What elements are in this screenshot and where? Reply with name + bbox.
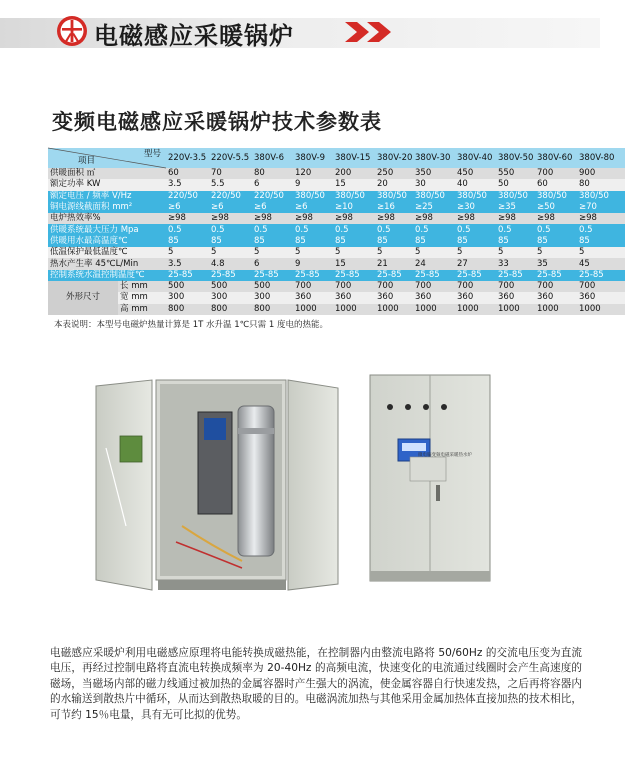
value-cell: 5: [209, 247, 252, 258]
value-cell: 220/50: [166, 191, 209, 202]
value-cell: 300: [166, 292, 209, 303]
cabinet-label-text: 微电脑变频电磁采暖热水炉: [418, 453, 472, 458]
value-cell: 85: [333, 236, 375, 247]
model-header-cell: 380V-60: [535, 148, 577, 168]
value-cell: 9: [293, 179, 333, 190]
table-row: [48, 247, 625, 258]
value-cell: 20: [375, 179, 413, 190]
closed-cabinet-photo: [368, 373, 492, 586]
value-cell: 1000: [496, 304, 535, 315]
value-cell: 700: [496, 281, 535, 292]
model-header-cell: 380V-20: [375, 148, 413, 168]
value-cell: 85: [166, 236, 209, 247]
value-cell: ≥6: [293, 202, 333, 213]
model-header-cell: 380V-50: [496, 148, 535, 168]
value-cell: 85: [496, 236, 535, 247]
value-cell: 700: [577, 281, 625, 292]
value-cell: 250: [375, 168, 413, 179]
value-cell: 27: [455, 258, 496, 269]
value-cell: 5: [455, 247, 496, 258]
value-cell: 25-85: [375, 270, 413, 281]
row-label-cell: 控制系统水温控制温度℃: [48, 270, 166, 281]
value-cell: 25-85: [496, 270, 535, 281]
value-cell: 80: [577, 179, 625, 190]
value-cell: ≥98: [496, 213, 535, 224]
value-cell: 0.5: [209, 224, 252, 235]
value-cell: 25-85: [535, 270, 577, 281]
value-cell: 360: [455, 292, 496, 303]
header-bar: [0, 18, 600, 48]
value-cell: 0.5: [252, 224, 293, 235]
value-cell: 35: [535, 258, 577, 269]
value-cell: 1000: [455, 304, 496, 315]
value-cell: 25-85: [252, 270, 293, 281]
table-row: [48, 191, 625, 202]
row-label-cell: 铜电源线截面积 mm²: [48, 202, 166, 213]
value-cell: 700: [455, 281, 496, 292]
model-header-cell: 380V-6: [252, 148, 293, 168]
value-cell: 6: [252, 258, 293, 269]
corner-item-label: 项目: [78, 156, 96, 166]
value-cell: 5: [413, 247, 455, 258]
value-cell: 900: [577, 168, 625, 179]
value-cell: ≥98: [293, 213, 333, 224]
value-cell: 200: [333, 168, 375, 179]
table-row: [48, 213, 625, 224]
value-cell: ≥98: [535, 213, 577, 224]
open-cabinet-photo: [92, 376, 342, 594]
value-cell: ≥6: [166, 202, 209, 213]
row-label-cell: 供暖用水最高温度℃: [48, 236, 166, 247]
value-cell: 1000: [375, 304, 413, 315]
value-cell: 6: [252, 179, 293, 190]
value-cell: 0.5: [413, 224, 455, 235]
model-header-cell: 380V-30: [413, 148, 455, 168]
value-cell: 25-85: [333, 270, 375, 281]
value-cell: 380/50: [293, 191, 333, 202]
value-cell: 70: [209, 168, 252, 179]
value-cell: 5: [375, 247, 413, 258]
value-cell: ≥6: [252, 202, 293, 213]
value-cell: 25-85: [455, 270, 496, 281]
value-cell: 380/50: [413, 191, 455, 202]
value-cell: 85: [252, 236, 293, 247]
value-cell: 1000: [333, 304, 375, 315]
value-cell: 5: [252, 247, 293, 258]
value-cell: ≥98: [252, 213, 293, 224]
value-cell: 15: [333, 179, 375, 190]
value-cell: 380/50: [535, 191, 577, 202]
table-row: [48, 236, 625, 247]
value-cell: 800: [252, 304, 293, 315]
value-cell: 25-85: [413, 270, 455, 281]
value-cell: 3.5: [166, 179, 209, 190]
model-header-cell: 220V-3.5: [166, 148, 209, 168]
value-cell: 700: [375, 281, 413, 292]
doc-title: 变频电磁感应采暖锅炉技术参数表: [52, 110, 382, 134]
model-header-cell: 380V-15: [333, 148, 375, 168]
dimension-label-cell: 长 mm: [118, 281, 166, 292]
value-cell: 360: [375, 292, 413, 303]
value-cell: 700: [413, 281, 455, 292]
value-cell: ≥16: [375, 202, 413, 213]
value-cell: 1000: [293, 304, 333, 315]
value-cell: 380/50: [375, 191, 413, 202]
value-cell: 0.5: [455, 224, 496, 235]
value-cell: 85: [413, 236, 455, 247]
table-row-dimension: [48, 304, 625, 315]
value-cell: 45: [577, 258, 625, 269]
value-cell: ≥25: [413, 202, 455, 213]
value-cell: ≥10: [333, 202, 375, 213]
value-cell: 360: [577, 292, 625, 303]
value-cell: 0.5: [375, 224, 413, 235]
value-cell: 25-85: [293, 270, 333, 281]
model-header-cell: 380V-9: [293, 148, 333, 168]
dimension-group-label: 外形尺寸: [48, 281, 118, 315]
value-cell: 380/50: [333, 191, 375, 202]
value-cell: 350: [413, 168, 455, 179]
value-cell: 1000: [577, 304, 625, 315]
value-cell: 120: [293, 168, 333, 179]
table-row: [48, 168, 625, 179]
value-cell: 220/50: [209, 191, 252, 202]
table-header-row: [48, 148, 625, 168]
header-title: 电磁感应采暖锅炉: [94, 22, 294, 50]
value-cell: ≥50: [535, 202, 577, 213]
value-cell: 800: [209, 304, 252, 315]
value-cell: 380/50: [577, 191, 625, 202]
row-label-cell: 额定电压 / 频率 V/Hz: [48, 191, 166, 202]
value-cell: 9: [293, 258, 333, 269]
value-cell: 500: [166, 281, 209, 292]
value-cell: 80: [252, 168, 293, 179]
spec-table: [48, 148, 625, 315]
page-header: [0, 0, 600, 66]
value-cell: 5.5: [209, 179, 252, 190]
value-cell: 1000: [413, 304, 455, 315]
model-header-cell: 220V-5.5: [209, 148, 252, 168]
value-cell: 4.8: [209, 258, 252, 269]
row-label-cell: 额定功率 KW: [48, 179, 166, 190]
value-cell: ≥98: [375, 213, 413, 224]
table-row: [48, 202, 625, 213]
value-cell: 21: [375, 258, 413, 269]
table-row: [48, 258, 625, 269]
row-label-cell: 热水产生率 45℃L/Min: [48, 258, 166, 269]
value-cell: 500: [209, 281, 252, 292]
value-cell: ≥98: [577, 213, 625, 224]
row-label-cell: 供暖系统最大压力 Mpa: [48, 224, 166, 235]
model-header-cell: 380V-40: [455, 148, 496, 168]
value-cell: 700: [293, 281, 333, 292]
row-label-cell: 供暖面积 ㎡: [48, 168, 166, 179]
table-corner-cell: [48, 148, 166, 168]
value-cell: 60: [166, 168, 209, 179]
table-row-dimension: [48, 281, 625, 292]
value-cell: 550: [496, 168, 535, 179]
value-cell: 25-85: [166, 270, 209, 281]
value-cell: 25-85: [577, 270, 625, 281]
value-cell: 85: [293, 236, 333, 247]
value-cell: 220/50: [252, 191, 293, 202]
value-cell: 85: [535, 236, 577, 247]
value-cell: 5: [166, 247, 209, 258]
table-row: [48, 270, 625, 281]
value-cell: ≥70: [577, 202, 625, 213]
value-cell: 360: [535, 292, 577, 303]
value-cell: 500: [252, 281, 293, 292]
value-cell: 25-85: [209, 270, 252, 281]
value-cell: 5: [577, 247, 625, 258]
value-cell: 85: [455, 236, 496, 247]
table-row: [48, 224, 625, 235]
value-cell: 5: [535, 247, 577, 258]
table-row: [48, 179, 625, 190]
value-cell: 0.5: [577, 224, 625, 235]
value-cell: 0.5: [293, 224, 333, 235]
dimension-label-cell: 高 mm: [118, 304, 166, 315]
value-cell: 5: [333, 247, 375, 258]
row-label-cell: 低温保护最低温度℃: [48, 247, 166, 258]
description-paragraph: 电磁感应采暖炉利用电磁感应原理将电能转换成磁热能，在控制器内由整流电路将 50/60Hz 的交流电压变为直流电压，再经过控制电路将直流电转换成频率为 20-40Hz 的高频电流，快速变化的电流通过线圈时会产生高速度的磁场，当磁场内部的磁力线通过被加热的金属容器时产生强大的涡流，使金属容器自行快速发热，之后再将容器内的水输送到散热片中循环，从而达到散热取暖的目的。电磁涡流加热与其他采用金属加热体直接加热的技术相比，可节约 15％电量，具有无可比拟的优势。: [50, 647, 582, 721]
value-cell: 700: [333, 281, 375, 292]
value-cell: ≥98: [166, 213, 209, 224]
dimension-label-cell: 宽 mm: [118, 292, 166, 303]
value-cell: 360: [413, 292, 455, 303]
value-cell: 40: [455, 179, 496, 190]
value-cell: 60: [535, 179, 577, 190]
value-cell: 380/50: [496, 191, 535, 202]
table-row-dimension: [48, 292, 625, 303]
value-cell: 85: [375, 236, 413, 247]
value-cell: 700: [535, 168, 577, 179]
value-cell: 450: [455, 168, 496, 179]
value-cell: 15: [333, 258, 375, 269]
value-cell: 3.5: [166, 258, 209, 269]
value-cell: 360: [496, 292, 535, 303]
double-chevron-icon: [343, 20, 395, 44]
value-cell: 360: [333, 292, 375, 303]
value-cell: 33: [496, 258, 535, 269]
value-cell: ≥98: [413, 213, 455, 224]
value-cell: ≥98: [209, 213, 252, 224]
row-label-cell: 电炉热效率%: [48, 213, 166, 224]
corner-model-label: 型号: [143, 149, 161, 159]
value-cell: 300: [252, 292, 293, 303]
value-cell: ≥6: [209, 202, 252, 213]
value-cell: 360: [293, 292, 333, 303]
value-cell: ≥35: [496, 202, 535, 213]
value-cell: 0.5: [166, 224, 209, 235]
value-cell: 380/50: [455, 191, 496, 202]
value-cell: 24: [413, 258, 455, 269]
value-cell: 1000: [535, 304, 577, 315]
value-cell: ≥98: [333, 213, 375, 224]
value-cell: 300: [209, 292, 252, 303]
value-cell: ≥30: [455, 202, 496, 213]
value-cell: 30: [413, 179, 455, 190]
value-cell: ≥98: [455, 213, 496, 224]
value-cell: 700: [535, 281, 577, 292]
value-cell: 0.5: [535, 224, 577, 235]
model-header-cell: 380V-80: [577, 148, 625, 168]
value-cell: 5: [496, 247, 535, 258]
value-cell: 5: [293, 247, 333, 258]
value-cell: 0.5: [496, 224, 535, 235]
value-cell: 800: [166, 304, 209, 315]
value-cell: 85: [577, 236, 625, 247]
value-cell: 0.5: [333, 224, 375, 235]
value-cell: 50: [496, 179, 535, 190]
brand-logo-icon: [55, 14, 89, 48]
table-note: 本表说明：本型号电磁炉热量计算是 1T 水升温 1℃只需 1 度电的热能。: [54, 320, 328, 330]
value-cell: 85: [209, 236, 252, 247]
